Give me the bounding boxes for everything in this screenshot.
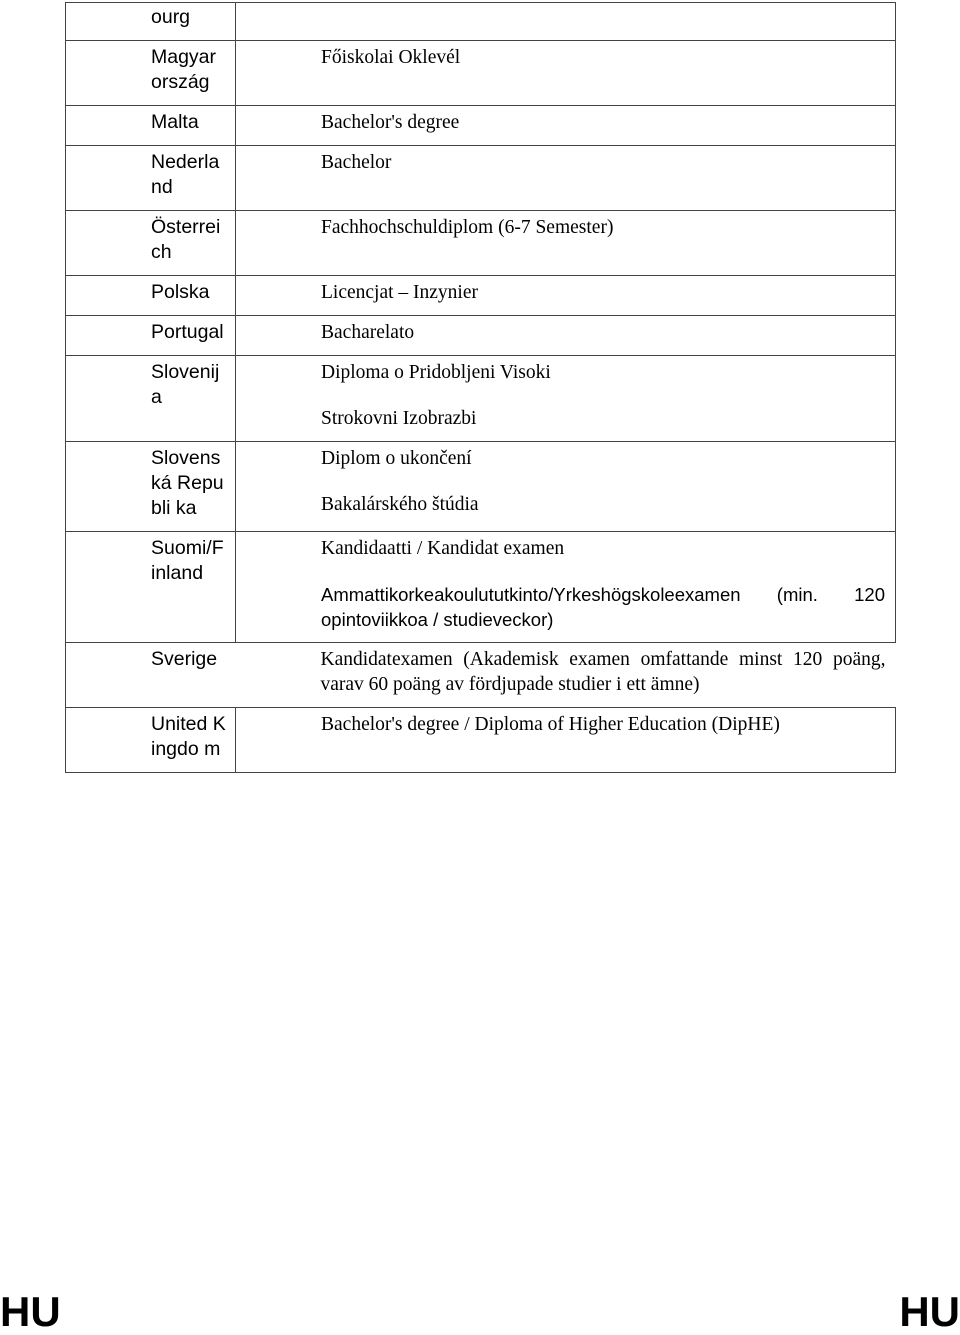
degree-line: Bachelor bbox=[321, 152, 392, 173]
degree-line: Bachelor's degree / Diploma of Higher Education (DipHE) bbox=[321, 714, 780, 735]
footer-language-code-right: HU bbox=[899, 1288, 960, 1335]
degree-line: Ammattikorkeakoulututkinto/Yrkeshögskoleexamen (min. 120 opintoviikkoa / studieveckor) bbox=[321, 584, 885, 630]
degree-line: Bachelor's degree bbox=[321, 112, 460, 133]
country-cell: Slovens ká Republi ka bbox=[66, 442, 236, 532]
country-cell: ourg bbox=[66, 3, 236, 41]
degree-cell bbox=[236, 41, 896, 106]
degree-line: Diploma o Pridobljeni Visoki bbox=[321, 362, 551, 383]
degree-line: Licencjat – Inzynier bbox=[321, 282, 478, 303]
table-row bbox=[66, 316, 896, 356]
country-cell: Magyar ország bbox=[66, 41, 236, 106]
table-row bbox=[66, 3, 896, 41]
country-cell: Malta bbox=[66, 106, 236, 146]
degree-cell bbox=[236, 643, 896, 708]
degree-line: Bacharelato bbox=[321, 322, 415, 343]
table-row bbox=[66, 532, 896, 643]
country-cell: Österrei ch bbox=[66, 211, 236, 276]
country-cell: Polska bbox=[66, 276, 236, 316]
table-row bbox=[66, 708, 896, 773]
degree-line: Fachhochschuldiplom (6-7 Semester) bbox=[321, 217, 614, 238]
table-row bbox=[66, 211, 896, 276]
degree-cell bbox=[236, 146, 896, 211]
degree-cell bbox=[236, 211, 896, 276]
degree-cell bbox=[236, 276, 896, 316]
degree-cell bbox=[236, 106, 896, 146]
degree-line: Kandidatexamen (Akademisk examen omfattande minst 120 poäng, varav 60 poäng av fördjupade studier i ett ämne) bbox=[320, 649, 886, 695]
degree-line: Strokovni Izobrazbi bbox=[321, 408, 477, 429]
country-cell: Nederla nd bbox=[66, 146, 236, 211]
degree-cell bbox=[236, 316, 896, 356]
degree-cell bbox=[236, 3, 896, 41]
table-row bbox=[66, 106, 896, 146]
table-row bbox=[66, 41, 896, 106]
country-cell: Sverige bbox=[66, 643, 236, 708]
degree-cell bbox=[236, 442, 896, 532]
country-cell: Slovenij a bbox=[66, 356, 236, 442]
degrees-table bbox=[65, 2, 896, 773]
table-row bbox=[66, 643, 896, 708]
degree-line: Főiskolai Oklevél bbox=[321, 47, 461, 68]
degree-cell bbox=[236, 708, 896, 773]
degree-line: Kandidaatti / Kandidat examen bbox=[321, 538, 565, 559]
degree-cell bbox=[236, 356, 896, 442]
degree-cell bbox=[236, 532, 896, 643]
table-row bbox=[66, 442, 896, 532]
degree-line: Diplom o ukončení bbox=[321, 448, 472, 469]
country-cell: Portugal bbox=[66, 316, 236, 356]
table-row bbox=[66, 146, 896, 211]
country-cell: Suomi/F inland bbox=[66, 532, 236, 643]
table-row bbox=[66, 356, 896, 442]
footer-language-code-left: HU bbox=[0, 1288, 61, 1335]
table-row bbox=[66, 276, 896, 316]
country-cell: United Kingdo m bbox=[66, 708, 236, 773]
degree-line: Bakalárského štúdia bbox=[321, 494, 479, 515]
